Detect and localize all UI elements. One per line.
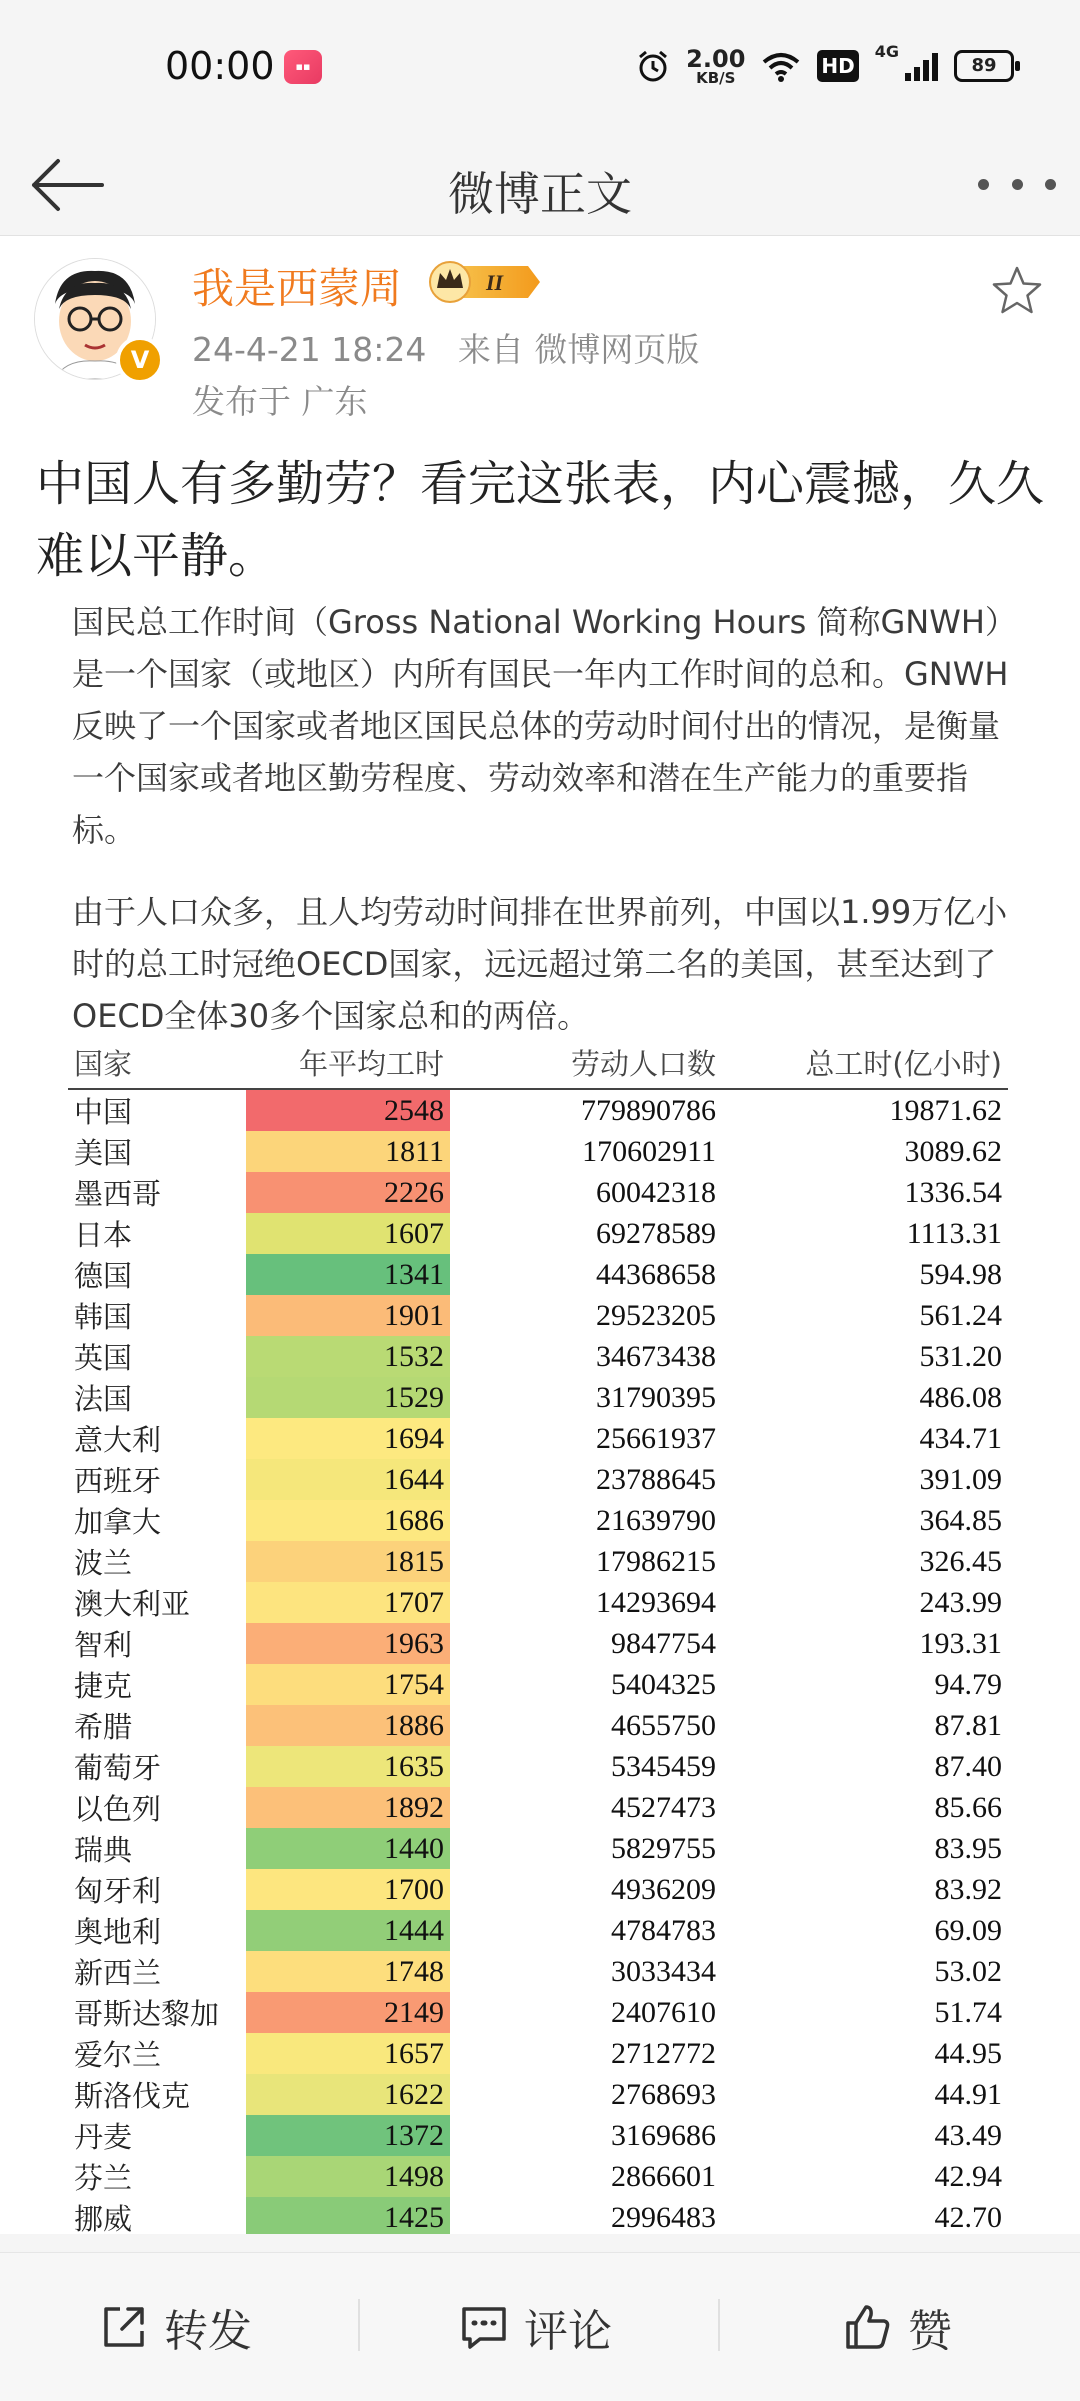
notification-app-icon: ▪▪	[284, 50, 322, 84]
network-speed	[686, 44, 746, 87]
avg-hours-cell: 1644	[246, 1459, 450, 1500]
repost-button[interactable]	[98, 2253, 252, 2401]
country-cell: 日本	[74, 1218, 133, 1252]
labor-population-cell: 31790395	[596, 1380, 716, 1414]
total-hours-cell: 51.74	[934, 1995, 1002, 2029]
labor-population-cell: 3033434	[611, 1954, 716, 1988]
labor-population-cell: 3169686	[611, 2118, 716, 2152]
table-row	[68, 2033, 1008, 2074]
post-location: 发布于 广东	[192, 382, 368, 421]
working-hours-table	[68, 1036, 1008, 2234]
more-options-icon[interactable]	[978, 166, 1056, 202]
divider	[358, 2299, 360, 2351]
country-cell: 丹麦	[74, 2120, 133, 2154]
country-cell: 希腊	[74, 1710, 133, 1744]
network-speed-unit: KB/S	[696, 68, 736, 87]
labor-population-cell: 21639790	[596, 1503, 716, 1537]
avg-hours-cell: 1748	[246, 1951, 450, 1992]
labor-population-cell: 29523205	[596, 1298, 716, 1332]
table-row	[68, 1623, 1008, 1664]
total-hours-cell: 53.02	[934, 1954, 1002, 1988]
comment-label: 评论	[524, 2306, 612, 2357]
total-hours-cell: 83.92	[934, 1872, 1002, 1906]
labor-population-cell: 5345459	[611, 1749, 716, 1783]
alarm-icon	[636, 49, 670, 83]
total-hours-cell: 87.40	[934, 1749, 1002, 1783]
total-hours-cell: 486.08	[919, 1380, 1002, 1414]
bottom-action-bar	[0, 2252, 1080, 2401]
avg-hours-cell: 1700	[246, 1869, 450, 1910]
labor-population-cell: 44368658	[596, 1257, 716, 1291]
avg-hours-cell: 1532	[246, 1336, 450, 1377]
article-image-text	[72, 596, 1012, 1072]
avg-hours-cell: 1341	[246, 1254, 450, 1295]
table-row	[68, 1089, 1008, 1131]
member-level: II	[486, 270, 504, 295]
country-cell: 意大利	[74, 1423, 162, 1457]
column-header-hours: 年平均工时	[298, 1046, 444, 1081]
table-row	[68, 1131, 1008, 1172]
total-hours-cell: 1113.31	[906, 1216, 1002, 1250]
avg-hours-cell: 1963	[246, 1623, 450, 1664]
table-row	[68, 1377, 1008, 1418]
avg-hours-cell: 1622	[246, 2074, 450, 2115]
column-header-population: 劳动人口数	[570, 1046, 716, 1081]
table-row	[68, 1336, 1008, 1377]
labor-population-cell: 170602911	[582, 1134, 716, 1168]
table-row	[68, 2074, 1008, 2115]
status-icons	[636, 42, 1014, 90]
labor-population-cell: 69278589	[596, 1216, 716, 1250]
labor-population-cell: 4784783	[611, 1913, 716, 1947]
country-cell: 澳大利亚	[74, 1587, 191, 1621]
table-row	[68, 1295, 1008, 1336]
hd-badge: HD	[817, 50, 858, 82]
labor-population-cell: 2768693	[611, 2077, 716, 2111]
country-cell: 中国	[74, 1095, 133, 1129]
column-header-country: 国家	[74, 1046, 133, 1081]
country-cell: 波兰	[74, 1546, 133, 1580]
post-source: 来自 微博网页版	[457, 330, 700, 369]
avg-hours-cell: 1372	[246, 2115, 450, 2156]
like-label: 赞	[908, 2306, 952, 2357]
table-row	[68, 1582, 1008, 1623]
avg-hours-cell: 1892	[246, 1787, 450, 1828]
avg-hours-cell: 1657	[246, 2033, 450, 2074]
like-button[interactable]	[842, 2253, 952, 2401]
total-hours-cell: 69.09	[934, 1913, 1002, 1947]
table-row	[68, 1787, 1008, 1828]
country-cell: 捷克	[74, 1669, 133, 1703]
network-type: 4G	[874, 42, 899, 61]
country-cell: 奥地利	[74, 1915, 162, 1949]
labor-population-cell: 5404325	[611, 1667, 716, 1701]
labor-population-cell: 2866601	[611, 2159, 716, 2193]
post-meta	[192, 324, 699, 371]
country-cell: 葡萄牙	[74, 1751, 162, 1785]
avg-hours-cell: 2548	[246, 1089, 450, 1131]
country-cell: 瑞典	[74, 1833, 133, 1867]
country-cell: 德国	[74, 1259, 133, 1293]
table-header-row	[68, 1036, 1008, 1089]
post-content	[0, 236, 1080, 2234]
avg-hours-cell: 2149	[246, 1992, 450, 2033]
country-cell: 西班牙	[74, 1464, 162, 1498]
total-hours-cell: 85.66	[934, 1790, 1002, 1824]
table-row	[68, 1459, 1008, 1500]
divider	[718, 2299, 720, 2351]
avg-hours-cell: 1886	[246, 1705, 450, 1746]
avg-hours-cell: 1694	[246, 1418, 450, 1459]
avg-hours-cell: 1425	[246, 2197, 450, 2234]
article-paragraph: 国民总工作时间（Gross National Working Hours 简称GNWH）是一个国家（或地区）内所有国民一年内工作时间的总和。GNWH反映了一个国家或者地区国民总体的劳动时间付出的情况，是衡量一个国家或者地区勤劳程度、劳动效率和潜在生产能力的重要指标。	[72, 603, 1009, 849]
table-row	[68, 1869, 1008, 1910]
total-hours-cell: 42.70	[934, 2200, 1002, 2234]
labor-population-cell: 4527473	[611, 1790, 716, 1824]
total-hours-cell: 326.45	[919, 1544, 1002, 1578]
table-row	[68, 1910, 1008, 1951]
table-row	[68, 1541, 1008, 1582]
comment-button[interactable]	[458, 2253, 612, 2401]
article-paragraph: 由于人口众多，且人均劳动时间排在世界前列，中国以1.99万亿小时的总工时冠绝OECD国家，远远超过第二名的美国，甚至达到了OECD全体30多个国家总和的两倍。	[72, 893, 1008, 1035]
labor-population-cell: 2996483	[611, 2200, 716, 2234]
avg-hours-cell: 1815	[246, 1541, 450, 1582]
total-hours-cell: 391.09	[919, 1462, 1002, 1496]
total-hours-cell: 193.31	[919, 1626, 1002, 1660]
country-cell: 加拿大	[74, 1505, 162, 1539]
labor-population-cell: 4936209	[611, 1872, 716, 1906]
country-cell: 哥斯达黎加	[74, 1997, 220, 2031]
country-cell: 挪威	[74, 2202, 133, 2234]
table-row	[68, 1746, 1008, 1787]
network-speed-value: 2.00	[686, 44, 746, 73]
total-hours-cell: 364.85	[919, 1503, 1002, 1537]
total-hours-cell: 561.24	[919, 1298, 1002, 1332]
avg-hours-cell: 1607	[246, 1213, 450, 1254]
total-hours-cell: 19871.62	[889, 1093, 1002, 1127]
total-hours-cell: 531.20	[919, 1339, 1002, 1373]
table-row	[68, 1951, 1008, 1992]
total-hours-cell: 43.49	[934, 2118, 1002, 2152]
avg-hours-cell: 1754	[246, 1664, 450, 1705]
total-hours-cell: 3089.62	[904, 1134, 1002, 1168]
star-icon[interactable]	[990, 264, 1044, 318]
avg-hours-cell: 1444	[246, 1910, 450, 1951]
country-cell: 以色列	[74, 1792, 162, 1826]
labor-population-cell: 2407610	[611, 1995, 716, 2029]
country-cell: 爱尔兰	[74, 2038, 162, 2072]
avg-hours-cell: 1811	[246, 1131, 450, 1172]
post-timestamp: 24-4-21 18:24	[192, 330, 427, 369]
avg-hours-cell: 1635	[246, 1746, 450, 1787]
table-row	[68, 1213, 1008, 1254]
labor-population-cell: 17986215	[596, 1544, 716, 1578]
status-bar	[0, 0, 1080, 130]
table-row	[68, 1500, 1008, 1541]
labor-population-cell: 9847754	[611, 1626, 716, 1660]
table-row	[68, 1254, 1008, 1295]
country-cell: 斯洛伐克	[74, 2079, 191, 2113]
total-hours-cell: 434.71	[919, 1421, 1002, 1455]
page-title: 微博正文	[448, 167, 632, 221]
country-cell: 美国	[74, 1136, 133, 1170]
repost-label: 转发	[164, 2306, 252, 2357]
labor-population-cell: 25661937	[596, 1421, 716, 1455]
labor-population-cell: 34673438	[596, 1339, 716, 1373]
thumbs-up-icon	[842, 2301, 894, 2353]
total-hours-cell: 44.95	[934, 2036, 1002, 2070]
repost-icon	[98, 2301, 150, 2353]
member-crown-icon[interactable]	[428, 260, 543, 304]
column-header-total: 总工时(亿小时)	[805, 1046, 1002, 1081]
labor-population-cell: 60042318	[596, 1175, 716, 1209]
username[interactable]: 我是西蒙周	[192, 264, 403, 313]
country-cell: 芬兰	[74, 2161, 133, 2195]
avg-hours-cell: 1440	[246, 1828, 450, 1869]
avg-hours-cell: 1707	[246, 1582, 450, 1623]
country-cell: 墨西哥	[74, 1177, 162, 1211]
labor-population-cell: 23788645	[596, 1462, 716, 1496]
labor-population-cell: 4655750	[611, 1708, 716, 1742]
labor-population-cell: 2712772	[611, 2036, 716, 2070]
table-row	[68, 2197, 1008, 2234]
table-row	[68, 1664, 1008, 1705]
avg-hours-cell: 1901	[246, 1295, 450, 1336]
status-time: 00:00	[165, 44, 275, 88]
labor-population-cell: 779890786	[581, 1093, 716, 1127]
comment-icon	[458, 2301, 510, 2353]
table-row	[68, 2156, 1008, 2197]
country-cell: 智利	[74, 1628, 133, 1662]
wifi-icon	[761, 50, 801, 82]
avg-hours-cell: 1498	[246, 2156, 450, 2197]
verified-badge-icon: V	[116, 336, 164, 384]
country-cell: 新西兰	[74, 1956, 162, 1990]
country-cell: 匈牙利	[74, 1874, 162, 1908]
labor-population-cell: 14293694	[596, 1585, 716, 1619]
avg-hours-cell: 1529	[246, 1377, 450, 1418]
total-hours-cell: 1336.54	[904, 1175, 1002, 1209]
table-body	[68, 1089, 1008, 2234]
table-row	[68, 1418, 1008, 1459]
country-cell: 韩国	[74, 1300, 133, 1334]
country-cell: 法国	[74, 1382, 133, 1416]
labor-population-cell: 5829755	[611, 1831, 716, 1865]
avg-hours-cell: 1686	[246, 1500, 450, 1541]
post-title: 中国人有多勤劳？看完这张表，内心震撼，久久难以平静。	[36, 456, 1045, 584]
signal-icon	[905, 51, 938, 81]
table-row	[68, 1172, 1008, 1213]
battery-icon: 89	[954, 50, 1014, 82]
country-cell: 英国	[74, 1341, 133, 1375]
table-row	[68, 1828, 1008, 1869]
total-hours-cell: 243.99	[919, 1585, 1002, 1619]
total-hours-cell: 42.94	[934, 2159, 1002, 2193]
total-hours-cell: 94.79	[934, 1667, 1002, 1701]
table-row	[68, 1705, 1008, 1746]
total-hours-cell: 87.81	[934, 1708, 1002, 1742]
total-hours-cell: 83.95	[934, 1831, 1002, 1865]
top-nav-bar	[0, 130, 1080, 236]
table-row	[68, 2115, 1008, 2156]
avg-hours-cell: 2226	[246, 1172, 450, 1213]
table-row	[68, 1992, 1008, 2033]
total-hours-cell: 44.91	[934, 2077, 1002, 2111]
total-hours-cell: 594.98	[919, 1257, 1002, 1291]
